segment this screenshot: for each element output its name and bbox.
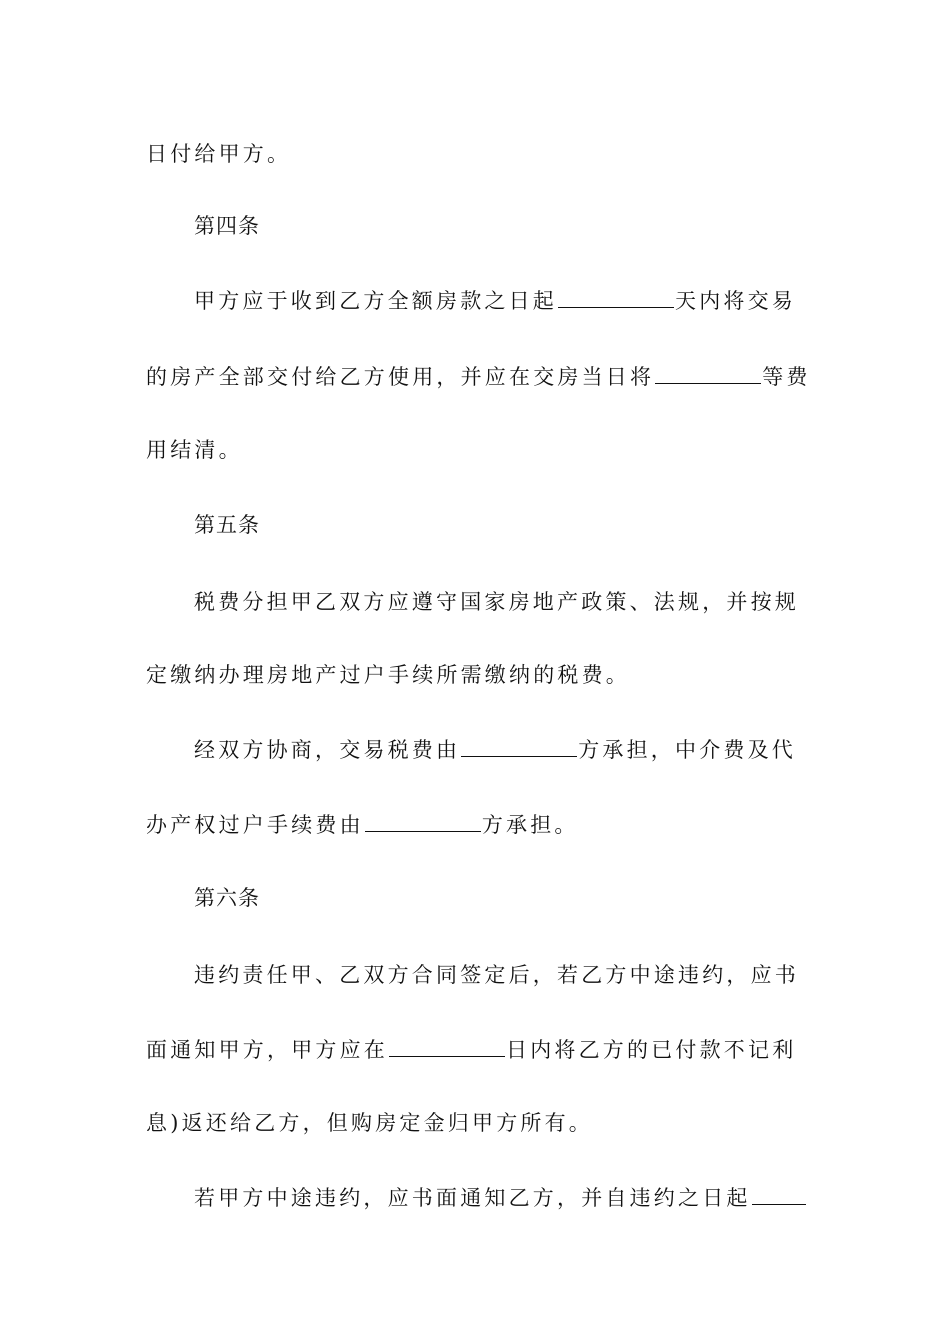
text-line: 日内将乙方的已付款不记利 <box>506 1038 797 1062</box>
paragraph-line <box>194 1185 806 1211</box>
article-heading-6 <box>194 885 854 911</box>
fill-in-blank <box>655 364 761 384</box>
paragraph-line <box>194 737 854 763</box>
paragraph-line <box>146 662 806 688</box>
article-heading-5 <box>194 512 854 538</box>
fill-in-blank <box>461 737 577 757</box>
text-line: 定缴纳办理房地产过户手续所需缴纳的税费。 <box>146 663 630 687</box>
paragraph-line <box>146 364 811 390</box>
text-line: 面通知甲方，甲方应在 <box>146 1038 388 1062</box>
text-line: 息)返还给乙方，但购房定金归甲方所有。 <box>146 1111 593 1135</box>
article-heading-4 <box>194 213 854 239</box>
text-line: 经双方协商，交易税费由 <box>194 738 461 762</box>
paragraph-line <box>194 288 854 314</box>
paragraph-line <box>146 1037 806 1063</box>
paragraph-line <box>146 437 806 463</box>
text-line: 方承担，中介费及代 <box>578 738 797 762</box>
text-line: 等费 <box>762 365 811 389</box>
paragraph-line <box>146 812 806 838</box>
text-line: 的房产全部交付给乙方使用，并应在交房当日将 <box>146 365 655 389</box>
text-line: 方承担。 <box>481 813 579 837</box>
text-line: 若甲方中途违约，应书面通知乙方，并自违约之日起 <box>194 1186 751 1210</box>
text-line: 违约责任甲、乙双方合同签定后，若乙方中途违约，应书 <box>194 963 799 987</box>
fill-in-blank <box>752 1185 806 1205</box>
article-title: 第五条 <box>194 513 260 537</box>
text-line: 日付给甲方。 <box>146 142 292 166</box>
text-line: 天内将交易 <box>675 289 796 313</box>
article-title: 第六条 <box>194 886 260 910</box>
text-line: 办产权过户手续费由 <box>146 813 364 837</box>
article-title: 第四条 <box>194 214 260 238</box>
paragraph-line <box>146 1110 806 1136</box>
text-line: 税费分担甲乙双方应遵守国家房地产政策、法规，并按规 <box>194 590 799 614</box>
fill-in-blank <box>558 288 674 308</box>
paragraph-line <box>194 962 854 988</box>
paragraph-continuation <box>146 141 806 167</box>
fill-in-blank <box>365 812 481 832</box>
fill-in-blank <box>389 1037 505 1057</box>
paragraph-line <box>194 589 854 615</box>
text-line: 甲方应于收到乙方全额房款之日起 <box>194 289 557 313</box>
text-line: 用结清。 <box>146 438 243 462</box>
